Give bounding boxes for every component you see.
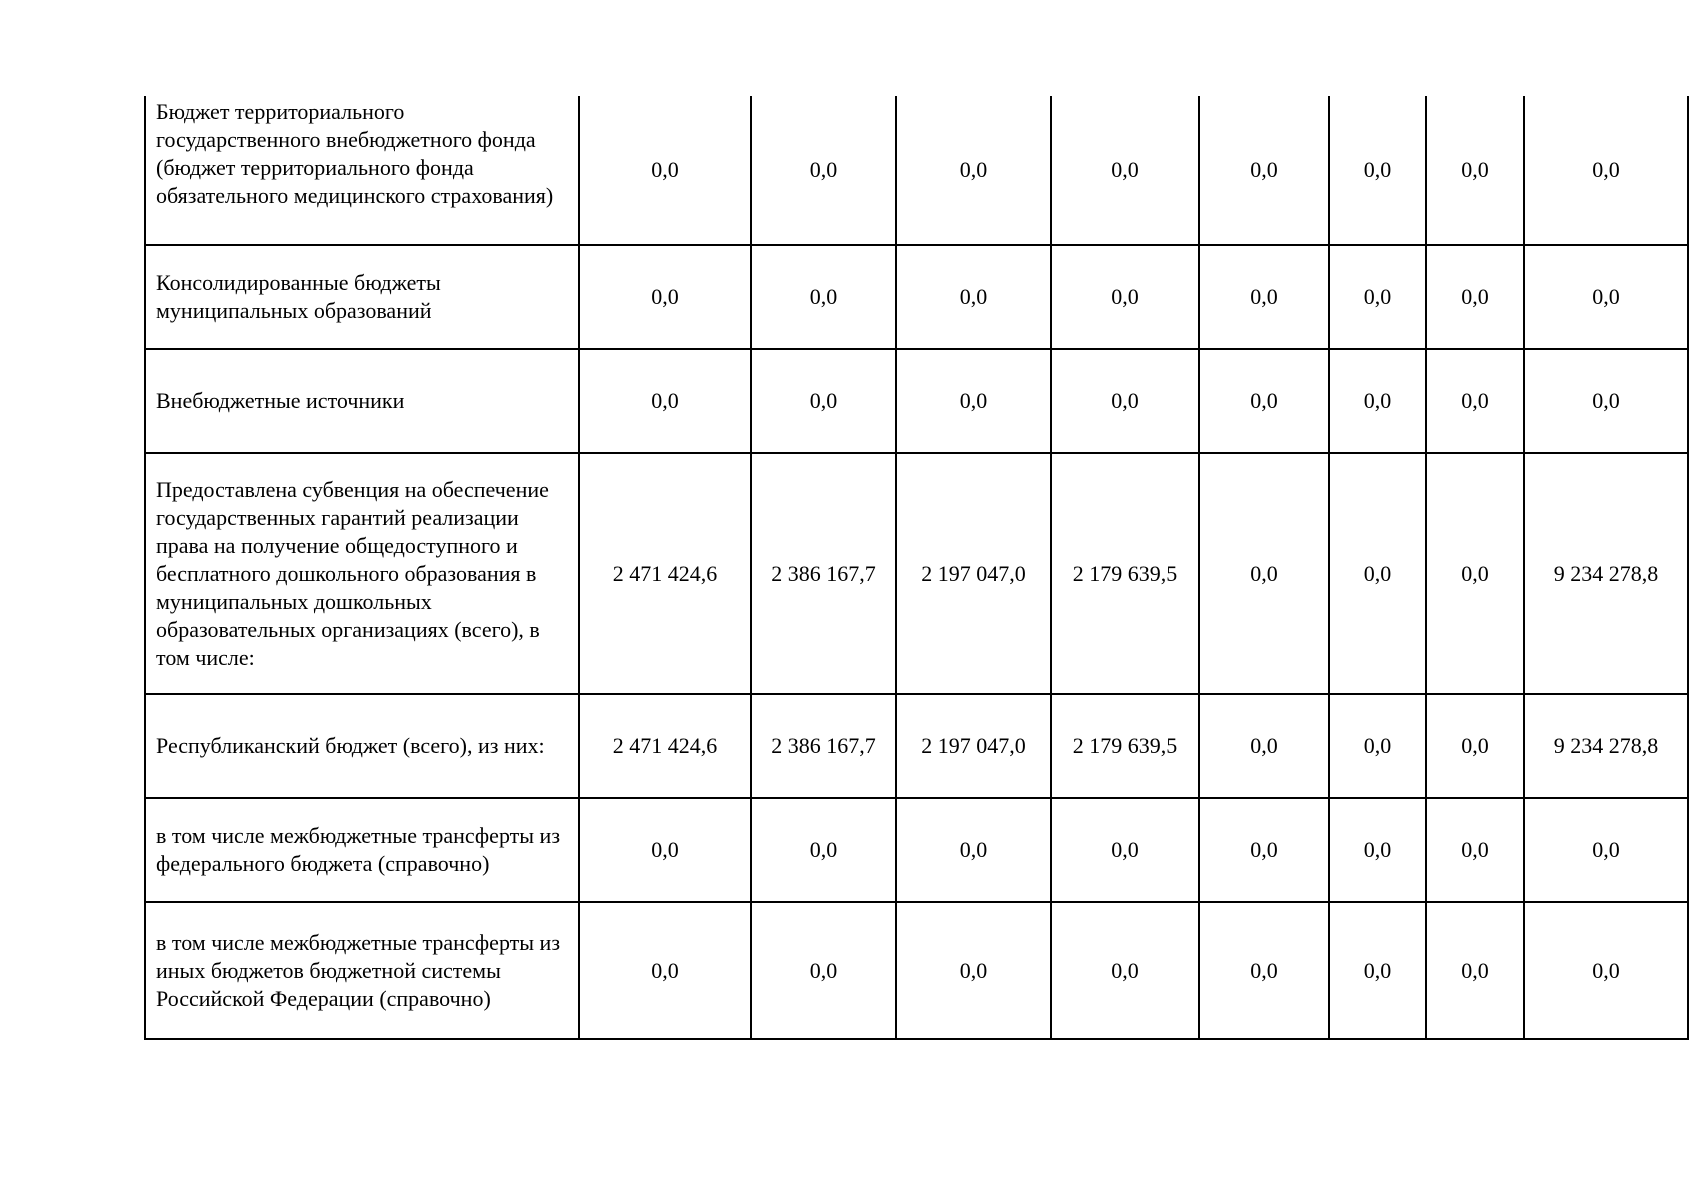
value-cell: 0,0 — [1329, 245, 1426, 349]
row-label: Республиканский бюджет (всего), из них: — [145, 694, 579, 798]
value-cell: 2 197 047,0 — [896, 453, 1051, 694]
value-cell: 0,0 — [1199, 798, 1329, 902]
value-cell: 0,0 — [1426, 96, 1524, 245]
value-cell: 0,0 — [1051, 96, 1199, 245]
value-cell: 0,0 — [896, 902, 1051, 1039]
value-cell: 0,0 — [1051, 245, 1199, 349]
value-cell: 0,0 — [1329, 694, 1426, 798]
value-cell: 2 386 167,7 — [751, 453, 896, 694]
value-cell: 0,0 — [1524, 902, 1688, 1039]
value-cell: 9 234 278,8 — [1524, 453, 1688, 694]
value-cell: 0,0 — [579, 798, 751, 902]
value-cell: 0,0 — [1426, 245, 1524, 349]
value-cell: 2 471 424,6 — [579, 453, 751, 694]
value-cell: 0,0 — [1329, 96, 1426, 245]
value-cell: 0,0 — [1329, 798, 1426, 902]
table-row — [145, 902, 1688, 1039]
budget-table — [144, 96, 1689, 1040]
row-label: в том числе межбюджетные трансферты из федерального бюджета (справочно) — [145, 798, 579, 902]
value-cell: 0,0 — [751, 96, 896, 245]
value-cell: 2 386 167,7 — [751, 694, 896, 798]
value-cell: 0,0 — [1051, 349, 1199, 453]
row-label: Консолидированные бюджеты муниципальных образований — [145, 245, 579, 349]
value-cell: 0,0 — [1524, 798, 1688, 902]
value-cell: 0,0 — [1524, 349, 1688, 453]
value-cell: 0,0 — [1199, 349, 1329, 453]
value-cell: 0,0 — [579, 96, 751, 245]
value-cell: 0,0 — [896, 245, 1051, 349]
value-cell: 0,0 — [1524, 96, 1688, 245]
value-cell: 0,0 — [1199, 96, 1329, 245]
table-row — [145, 245, 1688, 349]
value-cell: 0,0 — [896, 349, 1051, 453]
value-cell: 0,0 — [896, 96, 1051, 245]
value-cell: 2 179 639,5 — [1051, 453, 1199, 694]
value-cell: 0,0 — [751, 798, 896, 902]
value-cell: 0,0 — [579, 245, 751, 349]
value-cell: 0,0 — [1199, 694, 1329, 798]
value-cell: 0,0 — [1426, 798, 1524, 902]
value-cell: 2 179 639,5 — [1051, 694, 1199, 798]
value-cell: 0,0 — [1426, 453, 1524, 694]
value-cell: 2 197 047,0 — [896, 694, 1051, 798]
value-cell: 0,0 — [1199, 245, 1329, 349]
table-row — [145, 694, 1688, 798]
table-row — [145, 453, 1688, 694]
value-cell: 9 234 278,8 — [1524, 694, 1688, 798]
table-row — [145, 349, 1688, 453]
value-cell: 0,0 — [751, 902, 896, 1039]
value-cell: 0,0 — [1426, 694, 1524, 798]
value-cell: 0,0 — [1426, 349, 1524, 453]
row-label: в том числе межбюджетные трансферты из иных бюджетов бюджетной системы Российской Федерации (справочно) — [145, 902, 579, 1039]
value-cell: 0,0 — [579, 902, 751, 1039]
value-cell: 0,0 — [896, 798, 1051, 902]
value-cell: 0,0 — [751, 245, 896, 349]
value-cell: 0,0 — [1329, 453, 1426, 694]
value-cell: 0,0 — [1051, 902, 1199, 1039]
value-cell: 0,0 — [1051, 798, 1199, 902]
value-cell: 0,0 — [1524, 245, 1688, 349]
table-row — [145, 96, 1688, 245]
value-cell: 0,0 — [1426, 902, 1524, 1039]
value-cell: 0,0 — [1199, 453, 1329, 694]
table-row — [145, 798, 1688, 902]
value-cell: 0,0 — [1329, 349, 1426, 453]
value-cell: 0,0 — [1199, 902, 1329, 1039]
row-label: Внебюджетные источники — [145, 349, 579, 453]
row-label: Предоставлена субвенция на обеспечение государственных гарантий реализации права на получение общедоступного и бесплатного дошкольного образования в муниципальных дошкольных образовательных организациях (всего), в том числе: — [145, 453, 579, 694]
value-cell: 2 471 424,6 — [579, 694, 751, 798]
value-cell: 0,0 — [751, 349, 896, 453]
value-cell: 0,0 — [579, 349, 751, 453]
value-cell: 0,0 — [1329, 902, 1426, 1039]
row-label: Бюджет территориального государственного внебюджетного фонда (бюджет территориального фонда обязательного медицинского страхования) — [145, 96, 579, 245]
